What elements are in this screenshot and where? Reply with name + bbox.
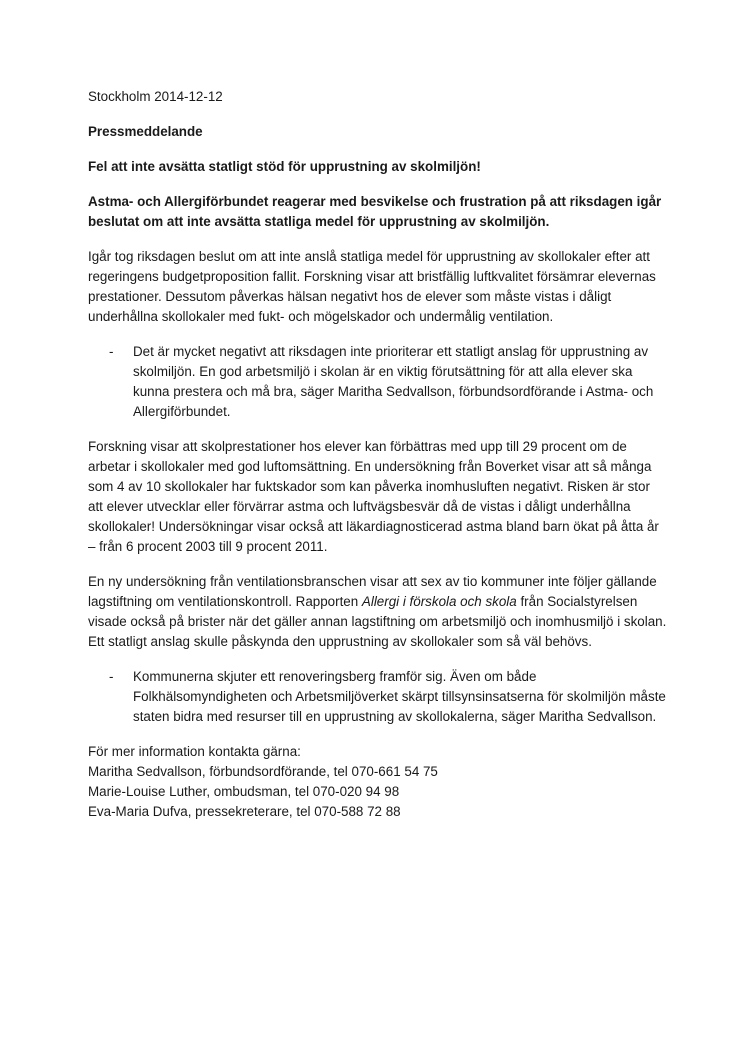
- press-release-page: [88, 87, 668, 822]
- contact-line: Eva-Maria Dufva, pressekreterare, tel 070-588 72 88: [88, 804, 401, 819]
- lead-paragraph: Astma- och Allergiförbundet reagerar med besvikelse och frustration på att riksdagen igår beslutat om att inte avsätta statliga medel för upprustning av skolmiljön.: [88, 194, 662, 229]
- contacts-section: [88, 742, 668, 822]
- dateline: Stockholm 2014-12-12: [88, 89, 223, 104]
- quote-2-dash: -: [109, 669, 114, 684]
- document-label: Pressmeddelande: [88, 124, 203, 139]
- contact-line: Marie-Louise Luther, ombudsman, tel 070-020 94 98: [88, 784, 400, 799]
- headline: Fel att inte avsätta statligt stöd för upprustning av skolmiljön!: [88, 159, 481, 174]
- body-paragraph-3: [88, 572, 668, 652]
- contact-line: Maritha Sedvallson, förbundsordförande, tel 070-661 54 75: [88, 764, 438, 779]
- report-title: Allergi i förskola och skola: [361, 594, 517, 609]
- body-paragraph-3-part-2: från Socialstyrelsen visade också på brister när det gäller annan lagstiftning om arbetsmiljö och inomhusmiljö i skolan. Ett statligt anslag skulle påskynda den upprustning av skollokaler som så väl behövs.: [88, 594, 667, 649]
- quote-1-dash: -: [109, 344, 114, 359]
- body-paragraph-2: Forskning visar att skolprestationer hos elever kan förbättras med upp till 29 procent om de arbetar i skollokaler med god luftomsättning. En undersökning från Boverket visar att så många som 4 av 10 skollokaler har fuktskador som kan påverka inomhusluften negativt. Risken är stor att elever utvecklar eller förvärrar astma och luftvägsbesvär då de vistas i dåligt underhållna skollokaler! Undersökningar visar också att läkardiagnosticerad astma bland barn ökat på åtta år – från 6 procent 2003 till 9 procent 2011.: [88, 439, 659, 554]
- quote-1-text: Det är mycket negativt att riksdagen inte prioriterar ett statligt anslag för upprustning av skolmiljön. En god arbetsmiljö i skolan är en viktig förutsättning för att alla elever ska kunna prestera och må bra, säger Maritha Sedvallson, förbundsordförande i Astma- och Allergiförbundet.: [133, 344, 654, 419]
- quote-2: [88, 667, 668, 727]
- contacts-intro: För mer information kontakta gärna:: [88, 744, 301, 759]
- body-paragraph-3-part-1: En ny undersökning från ventilationsbranschen visar att sex av tio kommuner inte följer gällande lagstiftning om ventilationskontroll. Rapporten: [88, 574, 657, 609]
- quote-2-text: Kommunerna skjuter ett renoveringsberg framför sig. Även om både Folkhälsomyndigheten och Arbetsmiljöverket skärpt tillsynsinsatserna för skolmiljön måste staten bidra med resurser till en upprustning av skollokalerna, säger Maritha Sedvallson.: [133, 669, 666, 724]
- quote-1: [88, 342, 668, 422]
- body-paragraph-1: Igår tog riksdagen beslut om att inte anslå statliga medel för upprustning av skollokaler efter att regeringens budgetproposition fallit. Forskning visar att bristfällig luftkvalitet försämrar elevernas prestationer. Dessutom påverkas hälsan negativt hos de elever som måste vistas i dåligt underhållna skollokaler med fukt- och mögelskador och undermålig ventilation.: [88, 249, 656, 324]
